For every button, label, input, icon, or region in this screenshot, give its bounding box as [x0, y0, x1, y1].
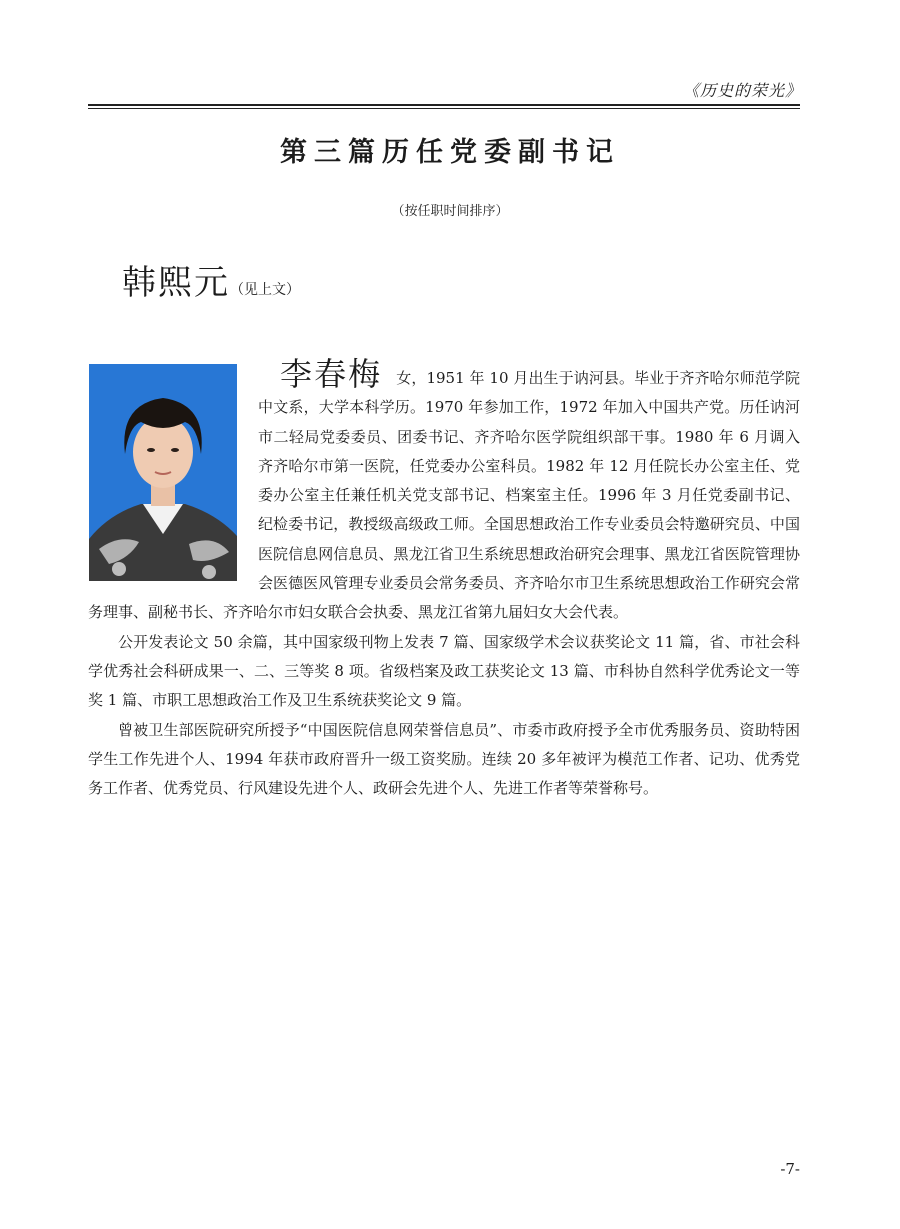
bio-paragraph-3: 曾被卫生部医院研究所授予“中国医院信息网荣誉信息员”、市委市政府授予全市优秀服务员、资助特困学生工作先进个人、1994 年获市政府晋升一级工资奖励。连续 20 多年被评为模范工作者、记功、优秀党务工作者、优秀党员、行风建设先进个人、政研会先进个人、先进工作者等荣誉称号。 [88, 720, 800, 798]
chapter-subtitle: （按任职时间排序） [391, 204, 509, 219]
person-name: 李春梅 [280, 355, 383, 393]
running-header: 《历史的荣光》 [682, 81, 802, 100]
photo-spacer [88, 360, 258, 592]
entry-heading-hanxiyuan [122, 255, 300, 304]
entry-note: （见上文） [230, 282, 300, 298]
page-number: -7- [780, 1160, 800, 1178]
biography-lichunmei [88, 355, 800, 803]
bio-text: 女，1951 年 10 月出生于讷河县。毕业于齐齐哈尔师范学院中文系，大学本科学历。1970 年参加工作，1972 年加入中国共产党。历任讷河市二轻局党委委员、团委书记、齐齐哈尔医学院组织部干事。1980 年 6 月调入齐齐哈尔市第一医院，任党委办公室科员。1982 年 12 月任院长办公室主任、党委办公室主任兼任机关党支部书记、档案室主任。1996 年 3 月任党委副书记、纪检委书记，教授级高级政工师。全国思想政治工作专业委员会特邀研究员、中国医院信息网信息员、黑龙江省卫生系统思想政治研究会理事、黑龙江省医院管理协会医德医风管理专业委员会常务委员、齐齐哈尔市卫生系统思想政治工作研究会常务理事、副秘书长、齐齐哈尔市妇女联合会执委、黑龙江省第九届妇女大会代表。 [88, 369, 800, 622]
chapter-title: 第三篇历任党委副书记 [280, 137, 620, 168]
header-rule [88, 104, 800, 109]
person-name: 韩熙元 [122, 263, 230, 303]
bio-paragraph-2: 公开发表论文 50 余篇，其中国家级刊物上发表 7 篇、国家级学术会议获奖论文 11 篇，省、市社会科学优秀社会科研成果一、二、三等奖 8 项。省级档案及政工获奖论文 13 篇、市科协自然科学优秀论文一等奖 1 篇、市职工思想政治工作及卫生系统获奖论文 9 篇。 [88, 632, 800, 710]
